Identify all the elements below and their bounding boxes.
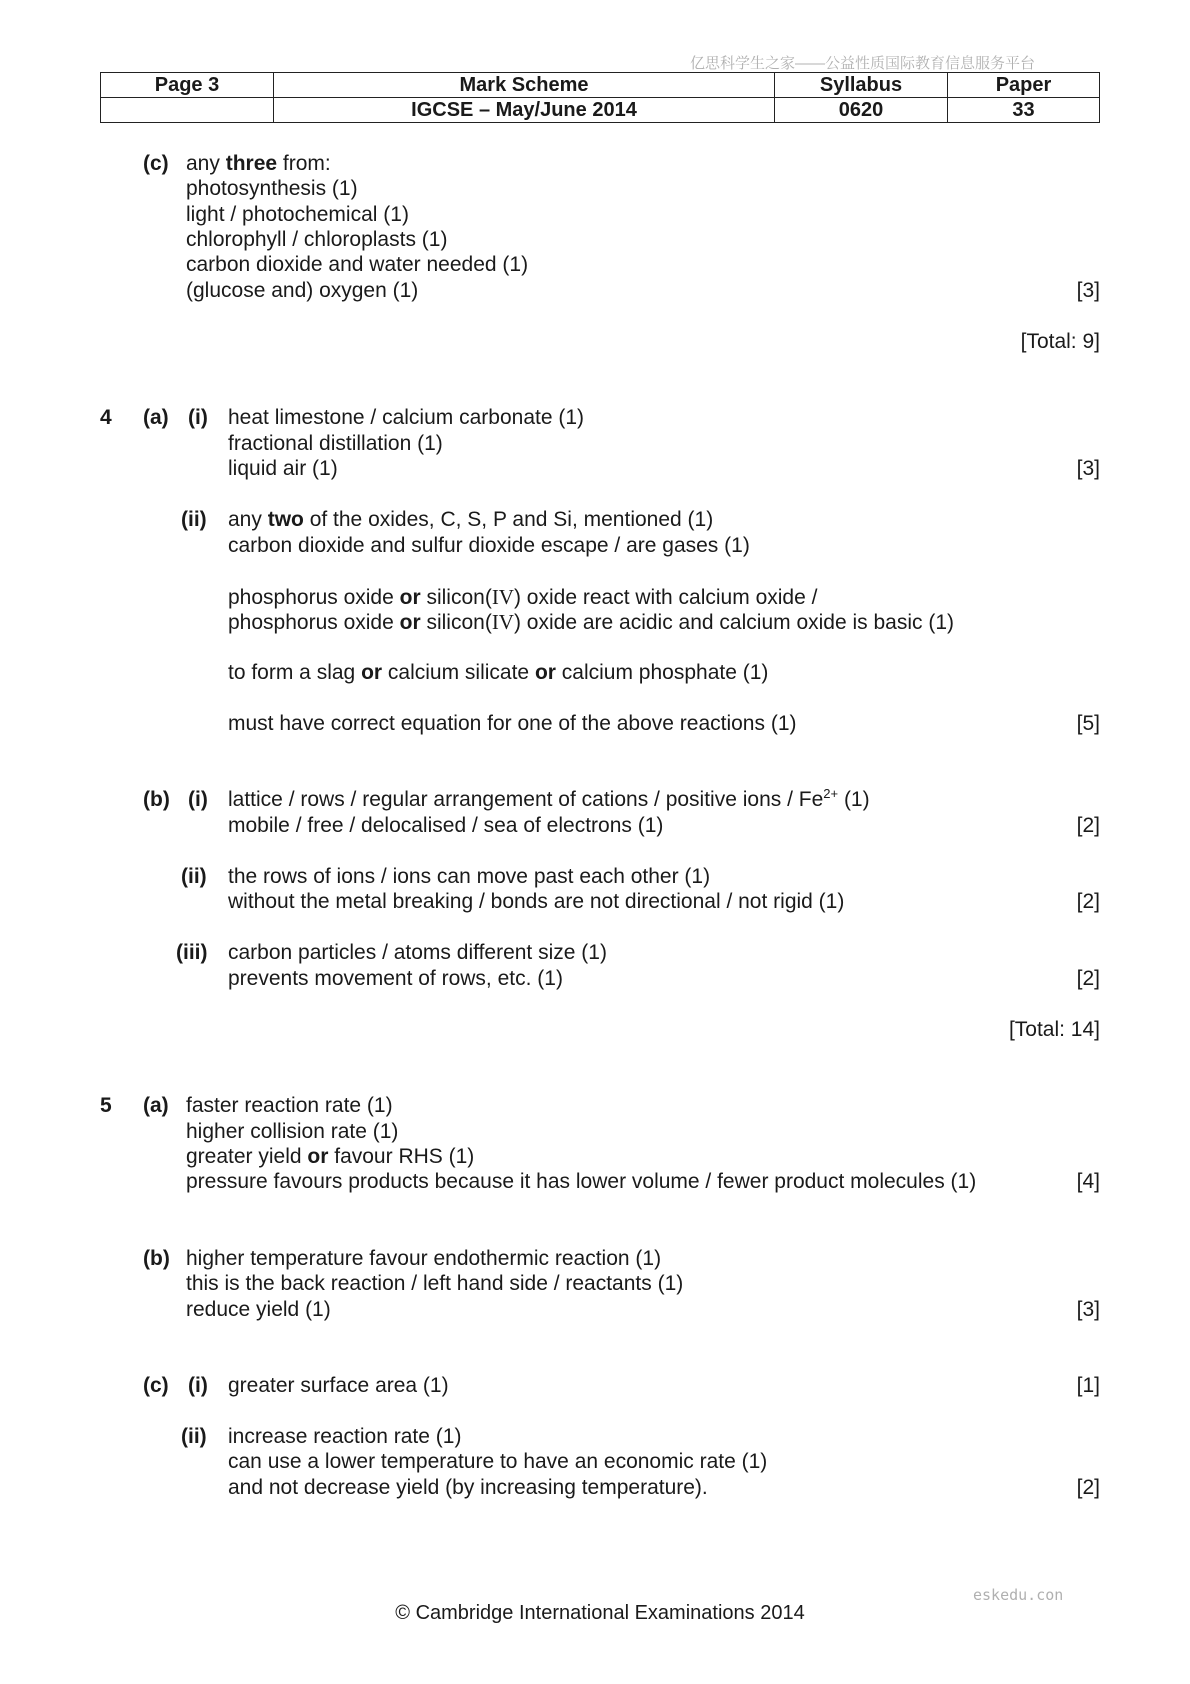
answer-line: fractional distillation (1) [228, 432, 443, 455]
marks: [1] [1076, 1374, 1100, 1397]
answer-line: this is the back reaction / left hand side / reactants (1) [186, 1272, 684, 1295]
answer-line: photosynthesis (1) [186, 177, 358, 200]
answer-line: any two of the oxides, C, S, P and Si, mentioned (1) [228, 508, 714, 531]
answer-line: to form a slag or calcium silicate or calcium phosphate (1) [228, 661, 769, 684]
header-syllabus-code: 0620 [775, 98, 948, 123]
part-label: (c) [143, 1374, 169, 1397]
watermark-bottom: eskedu.con [973, 1586, 1064, 1604]
subpart-label: (i) [188, 1374, 208, 1397]
answer-line: mobile / free / delocalised / sea of electrons (1) [228, 814, 664, 837]
header-page: Page 3 [101, 73, 274, 98]
answer-line: prevents movement of rows, etc. (1) [228, 967, 563, 990]
total-marks: [Total: 14] [1008, 1018, 1100, 1041]
part-label: (a) [143, 406, 169, 429]
answer-line: can use a lower temperature to have an economic rate (1) [228, 1450, 768, 1473]
part-label: (a) [143, 1094, 169, 1117]
marks: [2] [1076, 814, 1100, 837]
header-paper-label: Paper [948, 73, 1100, 98]
answer-line: must have correct equation for one of the above reactions (1) [228, 712, 797, 735]
header-empty-cell [101, 98, 274, 123]
marks: [3] [1076, 1298, 1100, 1321]
marks: [3] [1076, 279, 1100, 302]
subpart-label: (i) [188, 788, 208, 811]
total-marks: [Total: 9] [1020, 330, 1100, 353]
answer-line: lattice / rows / regular arrangement of cations / positive ions / $Fe^{2+}$ (1) [228, 786, 870, 811]
marks: [5] [1076, 712, 1100, 735]
part-label: (c) [143, 152, 169, 175]
question-number: 5 [100, 1094, 112, 1117]
answer-line: phosphorus oxide or silicon(IV) oxide are acidic and calcium oxide is basic (1) [228, 610, 955, 634]
header-title: Mark Scheme [274, 73, 775, 98]
answer-line: higher collision rate (1) [186, 1120, 399, 1143]
answer-line: pressure favours products because it has lower volume / fewer product molecules (1) [186, 1170, 977, 1193]
answer-line: greater surface area (1) [228, 1374, 449, 1397]
answer-line: chlorophyll / chloroplasts (1) [186, 228, 448, 251]
marks: [3] [1076, 457, 1100, 480]
answer-line: increase reaction rate (1) [228, 1425, 462, 1448]
answer-line: greater yield or favour RHS (1) [186, 1145, 475, 1168]
answer-line: light / photochemical (1) [186, 203, 409, 226]
subpart-label: (i) [188, 406, 208, 429]
answer-line: carbon dioxide and water needed (1) [186, 253, 529, 276]
answer-line: any three from: [186, 152, 331, 175]
answer-line: carbon dioxide and sulfur dioxide escape / are gases (1) [228, 534, 750, 557]
answer-line: and not decrease yield (by increasing temperature). [228, 1476, 708, 1499]
answer-line: phosphorus oxide or silicon(IV) oxide react with calcium oxide / [228, 585, 818, 609]
answer-line: the rows of ions / ions can move past each other (1) [228, 865, 711, 888]
subpart-label: (ii) [181, 508, 207, 531]
marks: [4] [1076, 1170, 1100, 1193]
part-label: (b) [143, 1247, 170, 1270]
subpart-label: (ii) [181, 1425, 207, 1448]
header-exam: IGCSE – May/June 2014 [274, 98, 775, 123]
header-paper-number: 33 [948, 98, 1100, 123]
answer-line: reduce yield (1) [186, 1298, 331, 1321]
subpart-label: (ii) [181, 865, 207, 888]
part-label: (b) [143, 788, 170, 811]
answer-line: faster reaction rate (1) [186, 1094, 393, 1117]
subpart-label: (iii) [176, 941, 208, 964]
header-syllabus-label: Syllabus [775, 73, 948, 98]
answer-line: heat limestone / calcium carbonate (1) [228, 406, 585, 429]
answer-line: (glucose and) oxygen (1) [186, 279, 419, 302]
marks: [2] [1076, 967, 1100, 990]
watermark-top: 亿思科学生之家——公益性质国际教育信息服务平台 [690, 55, 1036, 72]
answer-line: without the metal breaking / bonds are not directional / not rigid (1) [228, 890, 845, 913]
marks: [2] [1076, 1476, 1100, 1499]
answer-line: higher temperature favour endothermic reaction (1) [186, 1247, 662, 1270]
answer-line: carbon particles / atoms different size (1) [228, 941, 607, 964]
marks: [2] [1076, 890, 1100, 913]
header-table [100, 72, 1100, 123]
answer-line: liquid air (1) [228, 457, 338, 480]
footer-copyright: © Cambridge International Examinations 2014 [395, 1602, 805, 1624]
question-number: 4 [100, 406, 112, 429]
